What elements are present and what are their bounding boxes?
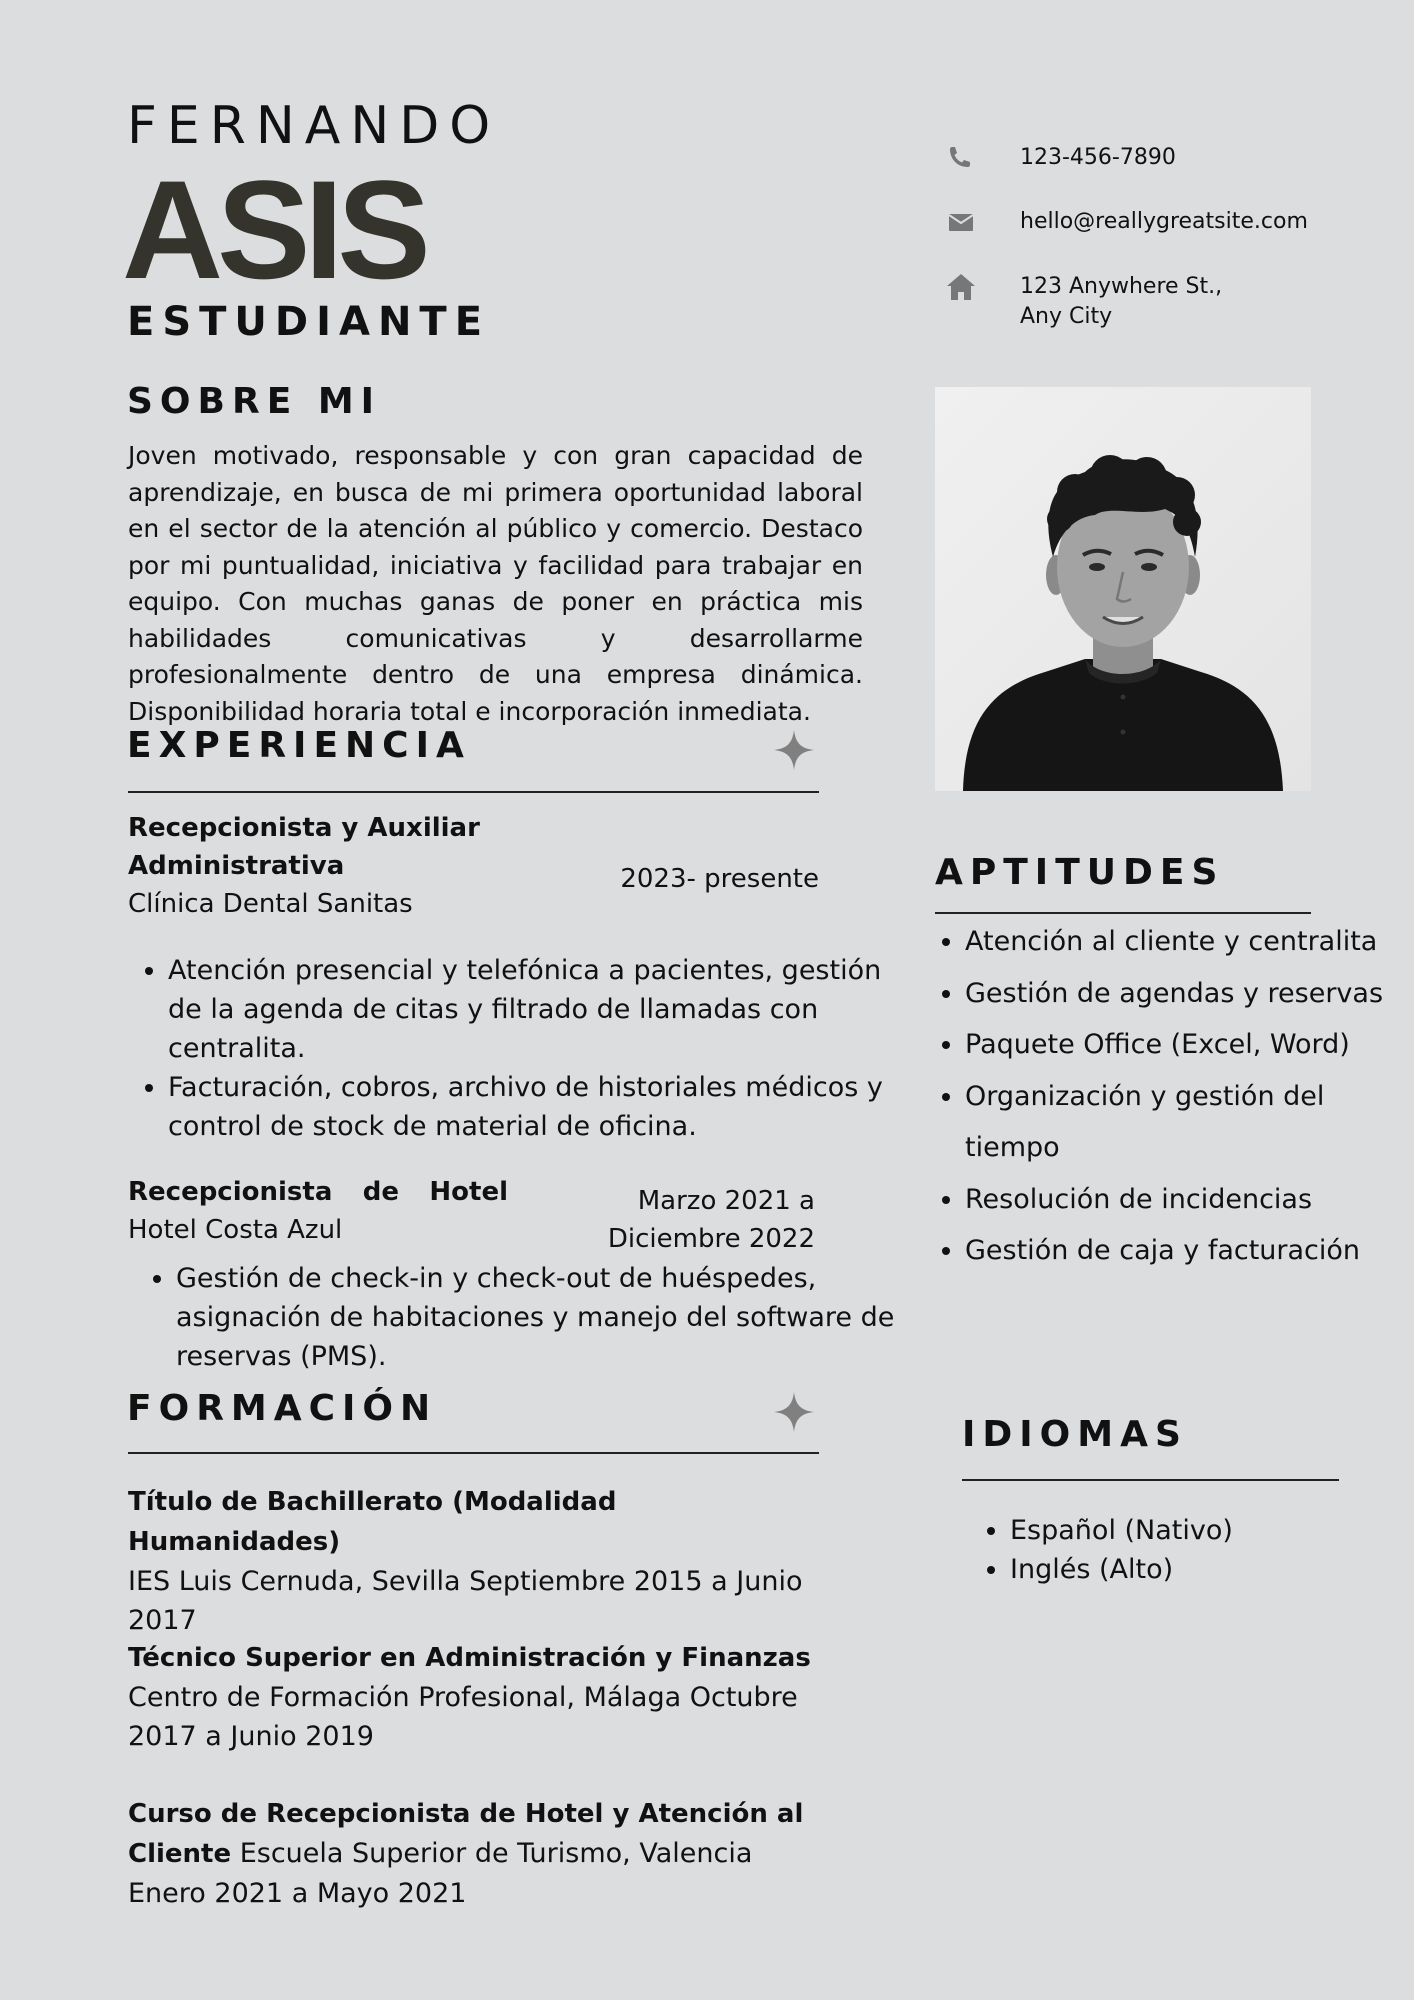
email-text: hello@reallygreatsite.com (1020, 209, 1308, 234)
list-item: • Resolución de incidencias (965, 1174, 1385, 1226)
skills-divider (935, 912, 1311, 914)
sparkle-icon (773, 1391, 815, 1433)
education-item-2-title: Técnico Superior en Administración y Finanzas (128, 1643, 811, 1673)
job-role: ESTUDIANTE (127, 299, 491, 345)
job-2 (128, 1173, 508, 1249)
phone-icon (942, 143, 982, 173)
address-text (1020, 272, 1222, 332)
sparkle-icon (773, 729, 815, 771)
education-item-1-title: Título de Bachillerato (Modalidad Humanidades) (128, 1487, 617, 1557)
education-item-2-detail: Centro de Formación Profesional, Málaga Octubre 2017 a Junio 2019 (128, 1682, 798, 1752)
list-item: • Atención al cliente y centralita (965, 916, 1385, 968)
envelope-icon (942, 207, 982, 237)
list-item: • Organización y gestión del tiempo (965, 1071, 1385, 1174)
experience-divider (128, 791, 819, 793)
education-divider (128, 1452, 819, 1454)
job-1-company: Clínica Dental Sanitas (128, 889, 413, 919)
list-item: • Gestión de agendas y reservas (965, 968, 1385, 1020)
list-item: • Facturación, cobros, archivo de historiales médicos y control de stock de material de oficina. (168, 1068, 920, 1146)
list-item: • Español (Nativo) (1010, 1511, 1370, 1550)
education-item-3 (128, 1794, 828, 1913)
last-name: ASIS (122, 151, 425, 308)
languages-title: IDIOMAS (962, 1414, 1188, 1455)
about-text: Joven motivado, responsable y con gran capacidad de aprendizaje, en busca de mi primera oportunidad laboral en el sector de la atención al público y comercio. Destaco por mi puntualidad, iniciativa y facilidad para trabajar en equipo. Con muchas ganas de poner en práctica mis habilidades comunicativas y desarrollarme profesionalmente dentro de una empresa dinámica. Disponibilidad horaria total e incorporación inmediata. (128, 441, 863, 726)
job-1 (128, 809, 608, 923)
list-item: • Gestión de caja y facturación (965, 1225, 1385, 1277)
about-title: SOBRE MI (127, 381, 382, 422)
list-item: • Inglés (Alto) (1010, 1550, 1370, 1589)
skills-title: APTITUDES (935, 852, 1225, 893)
list-item: • Paquete Office (Excel, Word) (965, 1019, 1385, 1071)
job-1-title-line-2: Administrativa (128, 851, 345, 881)
job-2-date-line-1: Marzo 2021 a (637, 1186, 815, 1216)
job-2-title: Recepcionista de Hotel (128, 1177, 508, 1207)
education-item-2 (128, 1638, 828, 1756)
address-line-1: 123 Anywhere St., (1020, 274, 1223, 299)
job-1-bullets (128, 951, 920, 1146)
phone-text: 123-456-7890 (1020, 145, 1176, 170)
education-item-1 (128, 1482, 828, 1640)
profile-photo (935, 387, 1311, 791)
education-item-3-detail: Escuela Superior de Turismo, Valencia Enero 2021 a Mayo 2021 (128, 1838, 753, 1909)
home-icon (942, 272, 982, 302)
languages-divider (962, 1479, 1339, 1481)
address-line-2: Any City (1020, 304, 1113, 329)
education-item-3-title: Curso de Recepcionista de Hotel y Atención al Cliente (128, 1799, 804, 1869)
job-2-date (560, 1182, 815, 1258)
experience-title: EXPERIENCIA (127, 725, 471, 766)
job-1-title-line-1: Recepcionista y Auxiliar (128, 813, 480, 843)
first-name: FERNANDO (127, 96, 501, 156)
list-item: • Gestión de check-in y check-out de huéspedes, asignación de habitaciones y manejo del software de reservas (PMS). (176, 1259, 928, 1376)
languages-list (972, 1511, 1370, 1589)
education-item-1-detail: IES Luis Cernuda, Sevilla Septiembre 2015 a Junio 2017 (128, 1566, 803, 1636)
skills-list (935, 916, 1385, 1277)
job-1-date: 2023- presente (620, 864, 819, 894)
job-2-company: Hotel Costa Azul (128, 1215, 343, 1245)
job-2-bullets (136, 1259, 928, 1376)
job-2-date-line-2: Diciembre 2022 (607, 1224, 815, 1254)
list-item: • Atención presencial y telefónica a pacientes, gestión de la agenda de citas y filtrado de llamadas con centralita. (168, 951, 920, 1068)
education-title: FORMACIÓN (127, 1388, 438, 1429)
